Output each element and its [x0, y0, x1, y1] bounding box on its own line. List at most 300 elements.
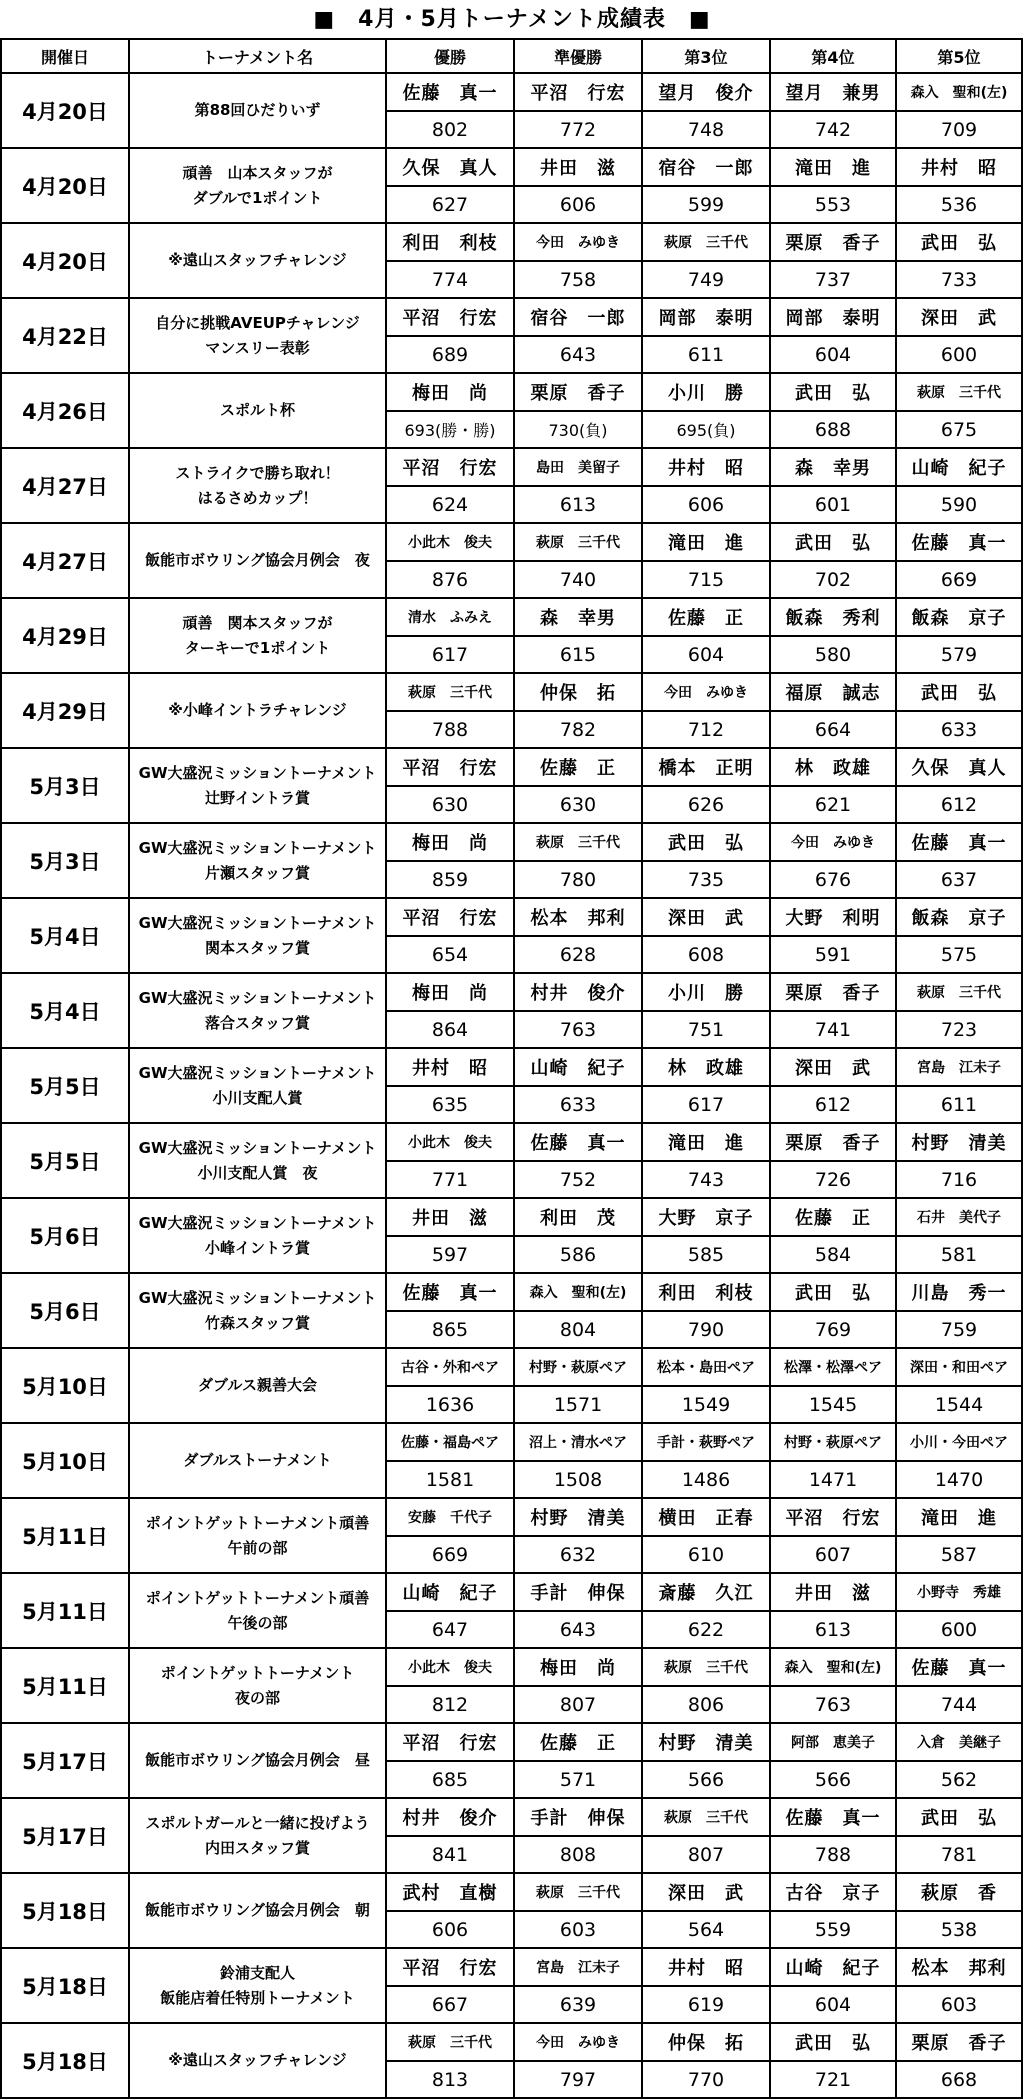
player-1st: 佐藤 真一: [386, 73, 514, 111]
player-4th: 望月 兼男: [770, 73, 896, 111]
player-1st: 萩原 三千代: [386, 2023, 514, 2061]
player-1st: 井田 滋: [386, 1198, 514, 1236]
player-5th: 深田 武: [896, 298, 1022, 336]
tournament-name-line: 飯能市ボウリング協会月例会 朝: [145, 1901, 370, 1919]
tournament-name-line: GW大盛況ミッショントーナメント: [138, 763, 377, 782]
player-1st: 梅田 尚: [386, 373, 514, 411]
player-1st: 安藤 千代子: [386, 1498, 514, 1536]
player-3rd: 横田 正春: [642, 1498, 770, 1536]
player-3rd: 井村 昭: [642, 1948, 770, 1986]
score-5th: 1470: [896, 1461, 1022, 1498]
score-3rd: 610: [642, 1536, 770, 1573]
player-3rd: 深田 武: [642, 1873, 770, 1911]
player-5th: 佐藤 真一: [896, 523, 1022, 561]
player-2nd: 井田 滋: [514, 148, 642, 186]
player-5th: 萩原 三千代: [896, 373, 1022, 411]
player-3rd: 斎藤 久江: [642, 1573, 770, 1611]
score-4th: 566: [770, 1761, 896, 1798]
table-row: [1, 673, 1022, 711]
tournament-name-line: 片瀬スタッフ賞: [204, 863, 310, 882]
score-1st: 865: [386, 1311, 514, 1348]
table-row: [1, 2023, 1022, 2061]
tournament-name-line: 小峰イントラ賞: [204, 1238, 310, 1257]
header-row: [1, 39, 1022, 73]
score-3rd: 606: [642, 486, 770, 523]
score-3rd: 751: [642, 1011, 770, 1048]
score-3rd: 564: [642, 1911, 770, 1948]
table-row: [1, 1123, 1022, 1161]
header-3rd: 第3位: [642, 39, 770, 73]
player-5th: 井村 昭: [896, 148, 1022, 186]
score-4th: 584: [770, 1236, 896, 1273]
tournament-name: [129, 523, 386, 598]
score-3rd: 770: [642, 2061, 770, 2098]
table-row: [1, 1873, 1022, 1911]
score-2nd: 613: [514, 486, 642, 523]
player-2nd: 村野・萩原ペア: [514, 1348, 642, 1386]
score-5th: 781: [896, 1836, 1022, 1873]
player-4th: 福原 誠志: [770, 673, 896, 711]
player-2nd: 今田 みゆき: [514, 223, 642, 261]
score-5th: 716: [896, 1161, 1022, 1198]
table-row: [1, 823, 1022, 861]
score-2nd: 571: [514, 1761, 642, 1798]
player-1st: 井村 昭: [386, 1048, 514, 1086]
score-4th: 763: [770, 1686, 896, 1723]
player-4th: 飯森 秀利: [770, 598, 896, 636]
player-1st: 梅田 尚: [386, 973, 514, 1011]
event-date: 4月20日: [1, 73, 129, 148]
score-2nd: 606: [514, 186, 642, 223]
tournament-name: [129, 73, 386, 148]
player-3rd: 佐藤 正: [642, 598, 770, 636]
score-4th: 621: [770, 786, 896, 823]
score-2nd: 632: [514, 1536, 642, 1573]
player-3rd: 林 政雄: [642, 1048, 770, 1086]
score-5th: 587: [896, 1536, 1022, 1573]
tournament-name: [129, 598, 386, 673]
score-3rd: 608: [642, 936, 770, 973]
player-4th: 村野・萩原ペア: [770, 1423, 896, 1461]
player-4th: 栗原 香子: [770, 223, 896, 261]
score-5th: 611: [896, 1086, 1022, 1123]
player-3rd: 今田 みゆき: [642, 673, 770, 711]
tournament-name-line: 第88回ひだりいず: [194, 101, 321, 119]
score-1st: 635: [386, 1086, 514, 1123]
header-tournament-name: トーナメント名: [129, 39, 386, 73]
player-4th: 阿部 恵美子: [770, 1723, 896, 1761]
player-5th: 飯森 京子: [896, 898, 1022, 936]
player-3rd: 萩原 三千代: [642, 1798, 770, 1836]
table-row: [1, 1348, 1022, 1386]
player-2nd: 手計 伸保: [514, 1798, 642, 1836]
event-date: 5月18日: [1, 2023, 129, 2098]
event-date: 5月4日: [1, 898, 129, 973]
score-4th: 788: [770, 1836, 896, 1873]
player-3rd: 手計・萩野ペア: [642, 1423, 770, 1461]
player-5th: 栗原 香子: [896, 2023, 1022, 2061]
tournament-name-line: 関本スタッフ賞: [204, 938, 310, 957]
event-date: 5月6日: [1, 1273, 129, 1348]
tournament-name-line: GW大盛況ミッショントーナメント: [138, 838, 377, 857]
table-row: [1, 223, 1022, 261]
event-date: 5月3日: [1, 748, 129, 823]
score-4th: 1471: [770, 1461, 896, 1498]
score-1st: 1636: [386, 1386, 514, 1423]
player-1st: 梅田 尚: [386, 823, 514, 861]
score-2nd: 633: [514, 1086, 642, 1123]
table-row: [1, 1273, 1022, 1311]
player-4th: 栗原 香子: [770, 973, 896, 1011]
tournament-name-line: ダブルス親善大会: [198, 1376, 317, 1394]
player-4th: 松澤・松澤ペア: [770, 1348, 896, 1386]
score-5th: 600: [896, 1611, 1022, 1648]
score-4th: 604: [770, 1986, 896, 2023]
tournament-name-line: ※遠山スタッフチャレンジ: [168, 2051, 347, 2069]
score-3rd: 585: [642, 1236, 770, 1273]
tournament-name: [129, 148, 386, 223]
tournament-name: [129, 1198, 386, 1273]
score-2nd: 643: [514, 1611, 642, 1648]
event-date: 5月10日: [1, 1348, 129, 1423]
event-date: 4月22日: [1, 298, 129, 373]
event-date: 5月5日: [1, 1048, 129, 1123]
score-1st: 771: [386, 1161, 514, 1198]
player-3rd: 橋本 正明: [642, 748, 770, 786]
score-1st: 624: [386, 486, 514, 523]
player-2nd: 手計 伸保: [514, 1573, 642, 1611]
tournament-name-line: 飯能市ボウリング協会月例会 昼: [145, 1751, 370, 1769]
player-1st: 清水 ふみえ: [386, 598, 514, 636]
tournament-name: [129, 898, 386, 973]
score-5th: 603: [896, 1986, 1022, 2023]
player-2nd: 萩原 三千代: [514, 1873, 642, 1911]
score-3rd: 619: [642, 1986, 770, 2023]
score-5th: 579: [896, 636, 1022, 673]
score-4th: 601: [770, 486, 896, 523]
player-2nd: 平沼 行宏: [514, 73, 642, 111]
score-4th: 726: [770, 1161, 896, 1198]
player-4th: 武田 弘: [770, 523, 896, 561]
tournament-name-line: 夜の部: [234, 1688, 280, 1707]
event-date: 4月29日: [1, 598, 129, 673]
score-5th: 612: [896, 786, 1022, 823]
event-date: 5月18日: [1, 1873, 129, 1948]
player-5th: 宮島 江未子: [896, 1048, 1022, 1086]
player-4th: 岡部 泰明: [770, 298, 896, 336]
score-3rd: 611: [642, 336, 770, 373]
player-2nd: 萩原 三千代: [514, 823, 642, 861]
score-1st: 876: [386, 561, 514, 598]
score-2nd: 603: [514, 1911, 642, 1948]
player-4th: 山崎 紀子: [770, 1948, 896, 1986]
score-3rd: 622: [642, 1611, 770, 1648]
score-1st: 669: [386, 1536, 514, 1573]
player-5th: 川島 秀一: [896, 1273, 1022, 1311]
player-2nd: 森入 聖和(左): [514, 1273, 642, 1311]
player-1st: 平沼 行宏: [386, 748, 514, 786]
score-5th: 536: [896, 186, 1022, 223]
player-4th: 武田 弘: [770, 373, 896, 411]
score-1st: 693(勝・勝): [386, 411, 514, 448]
event-date: 5月18日: [1, 1948, 129, 2023]
tournament-name-line: 内田スタッフ賞: [204, 1838, 310, 1857]
player-3rd: 小川 勝: [642, 373, 770, 411]
table-row: [1, 298, 1022, 336]
score-1st: 606: [386, 1911, 514, 1948]
score-4th: 607: [770, 1536, 896, 1573]
score-4th: 702: [770, 561, 896, 598]
score-5th: 744: [896, 1686, 1022, 1723]
player-3rd: 利田 利枝: [642, 1273, 770, 1311]
tournament-name-line: 飯能市ボウリング協会月例会 夜: [145, 551, 370, 569]
score-3rd: 715: [642, 561, 770, 598]
player-3rd: 大野 京子: [642, 1198, 770, 1236]
event-date: 4月27日: [1, 448, 129, 523]
player-3rd: 松本・島田ペア: [642, 1348, 770, 1386]
score-5th: 637: [896, 861, 1022, 898]
score-5th: 709: [896, 111, 1022, 148]
score-5th: 590: [896, 486, 1022, 523]
player-2nd: 森 幸男: [514, 598, 642, 636]
score-2nd: 797: [514, 2061, 642, 2098]
event-date: 5月11日: [1, 1573, 129, 1648]
score-2nd: 782: [514, 711, 642, 748]
tournament-name: [129, 1948, 386, 2023]
tournament-name: [129, 823, 386, 898]
score-4th: 737: [770, 261, 896, 298]
tournament-name-line: GW大盛況ミッショントーナメント: [138, 1063, 377, 1082]
score-2nd: 1508: [514, 1461, 642, 1498]
event-date: 5月5日: [1, 1123, 129, 1198]
player-1st: 久保 真人: [386, 148, 514, 186]
player-4th: 佐藤 真一: [770, 1798, 896, 1836]
score-1st: 654: [386, 936, 514, 973]
event-date: 4月26日: [1, 373, 129, 448]
tournament-name-line: ポイントゲットトーナメント: [160, 1663, 355, 1682]
table-row: [1, 973, 1022, 1011]
score-4th: 1545: [770, 1386, 896, 1423]
score-4th: 688: [770, 411, 896, 448]
score-2nd: 1571: [514, 1386, 642, 1423]
event-date: 5月11日: [1, 1498, 129, 1573]
player-5th: 萩原 三千代: [896, 973, 1022, 1011]
player-2nd: 沼上・清水ペア: [514, 1423, 642, 1461]
event-date: 4月29日: [1, 673, 129, 748]
score-5th: 723: [896, 1011, 1022, 1048]
tournament-name-line: はるさめカップ！: [197, 488, 318, 507]
score-4th: 613: [770, 1611, 896, 1648]
player-1st: 平沼 行宏: [386, 448, 514, 486]
tournament-name-line: 自分に挑戦AVEUPチャレンジ: [155, 313, 360, 332]
player-5th: 佐藤 真一: [896, 823, 1022, 861]
tournament-name-line: ターキーで1ポイント: [184, 638, 331, 657]
tournament-name-line: 辻野イントラ賞: [204, 788, 310, 807]
tournament-name-line: GW大盛況ミッショントーナメント: [138, 913, 377, 932]
player-4th: 大野 利明: [770, 898, 896, 936]
score-2nd: 804: [514, 1311, 642, 1348]
tournament-name: [129, 1048, 386, 1123]
tournament-name: [129, 1348, 386, 1423]
event-date: 4月20日: [1, 148, 129, 223]
header-2nd: 準優勝: [514, 39, 642, 73]
player-4th: 武田 弘: [770, 1273, 896, 1311]
player-3rd: 萩原 三千代: [642, 1648, 770, 1686]
tournament-name-line: 午前の部: [227, 1538, 288, 1557]
player-1st: 平沼 行宏: [386, 298, 514, 336]
player-2nd: 仲保 拓: [514, 673, 642, 711]
tournament-name-line: 竹森スタッフ賞: [204, 1313, 310, 1332]
player-1st: 平沼 行宏: [386, 1948, 514, 1986]
score-4th: 741: [770, 1011, 896, 1048]
score-4th: 604: [770, 336, 896, 373]
player-4th: 佐藤 正: [770, 1198, 896, 1236]
player-3rd: 仲保 拓: [642, 2023, 770, 2061]
score-3rd: 695(負): [642, 411, 770, 448]
score-5th: 581: [896, 1236, 1022, 1273]
page-title: ■ 4月・5月トーナメント成績表 ■: [313, 7, 711, 32]
table-row: [1, 748, 1022, 786]
player-5th: 佐藤 真一: [896, 1648, 1022, 1686]
score-2nd: 639: [514, 1986, 642, 2023]
player-3rd: 岡部 泰明: [642, 298, 770, 336]
score-4th: 612: [770, 1086, 896, 1123]
score-4th: 721: [770, 2061, 896, 2098]
player-5th: 村野 清美: [896, 1123, 1022, 1161]
score-3rd: 626: [642, 786, 770, 823]
score-5th: 562: [896, 1761, 1022, 1798]
player-3rd: 滝田 進: [642, 1123, 770, 1161]
player-2nd: 梅田 尚: [514, 1648, 642, 1686]
player-5th: 深田・和田ペア: [896, 1348, 1022, 1386]
tournament-name-line: ダブルストーナメント: [183, 1451, 332, 1469]
player-1st: 萩原 三千代: [386, 673, 514, 711]
player-3rd: 井村 昭: [642, 448, 770, 486]
score-2nd: 763: [514, 1011, 642, 1048]
player-4th: 林 政雄: [770, 748, 896, 786]
player-4th: 森入 聖和(左): [770, 1648, 896, 1686]
event-date: 5月17日: [1, 1798, 129, 1873]
table-row: [1, 1573, 1022, 1611]
player-3rd: 武田 弘: [642, 823, 770, 861]
table-row: [1, 1948, 1022, 1986]
event-date: 5月10日: [1, 1423, 129, 1498]
player-5th: 萩原 香: [896, 1873, 1022, 1911]
player-2nd: 今田 みゆき: [514, 2023, 642, 2061]
player-4th: 深田 武: [770, 1048, 896, 1086]
player-1st: 古谷・外和ペア: [386, 1348, 514, 1386]
score-3rd: 599: [642, 186, 770, 223]
score-5th: 633: [896, 711, 1022, 748]
player-4th: 井田 滋: [770, 1573, 896, 1611]
score-4th: 664: [770, 711, 896, 748]
player-5th: 小川・今田ペア: [896, 1423, 1022, 1461]
tournament-name: [129, 1273, 386, 1348]
player-3rd: 村野 清美: [642, 1723, 770, 1761]
tournament-name-line: スポルトガールと一緒に投げよう: [145, 1813, 370, 1832]
event-date: 5月3日: [1, 823, 129, 898]
score-3rd: 712: [642, 711, 770, 748]
tournament-name-line: 飯能店着任特別トーナメント: [160, 1988, 355, 2007]
event-date: 4月20日: [1, 223, 129, 298]
tournament-name-line: GW大盛況ミッショントーナメント: [138, 988, 377, 1007]
header-date: 開催日: [1, 39, 129, 73]
tournament-name: [129, 1498, 386, 1573]
player-1st: 小此木 俊夫: [386, 1648, 514, 1686]
score-5th: 575: [896, 936, 1022, 973]
score-4th: 769: [770, 1311, 896, 1348]
player-4th: 武田 弘: [770, 2023, 896, 2061]
player-1st: 佐藤 真一: [386, 1273, 514, 1311]
table-row: [1, 1198, 1022, 1236]
table-row: [1, 1798, 1022, 1836]
score-1st: 841: [386, 1836, 514, 1873]
score-3rd: 1486: [642, 1461, 770, 1498]
player-2nd: 山崎 紀子: [514, 1048, 642, 1086]
player-5th: 久保 真人: [896, 748, 1022, 786]
player-5th: 武田 弘: [896, 1798, 1022, 1836]
player-1st: 平沼 行宏: [386, 898, 514, 936]
player-5th: 武田 弘: [896, 223, 1022, 261]
tournament-name-line: ※小峰イントラチャレンジ: [168, 701, 347, 719]
score-4th: 553: [770, 186, 896, 223]
tournament-name-line: 小川支配人賞 夜: [197, 1163, 318, 1182]
player-2nd: 宿谷 一郎: [514, 298, 642, 336]
player-2nd: 萩原 三千代: [514, 523, 642, 561]
player-5th: 入倉 美継子: [896, 1723, 1022, 1761]
score-3rd: 743: [642, 1161, 770, 1198]
score-2nd: 630: [514, 786, 642, 823]
tournament-name: [129, 373, 386, 448]
score-3rd: 806: [642, 1686, 770, 1723]
player-3rd: 萩原 三千代: [642, 223, 770, 261]
table-row: [1, 73, 1022, 111]
player-2nd: 村井 俊介: [514, 973, 642, 1011]
event-date: 5月11日: [1, 1648, 129, 1723]
tournament-name-line: ポイントゲットトーナメント頑善: [145, 1513, 370, 1532]
score-3rd: 617: [642, 1086, 770, 1123]
event-date: 5月4日: [1, 973, 129, 1048]
score-5th: 538: [896, 1911, 1022, 1948]
player-2nd: 佐藤 正: [514, 748, 642, 786]
score-5th: 668: [896, 2061, 1022, 2098]
header-5th: 第5位: [896, 39, 1022, 73]
score-1st: 774: [386, 261, 514, 298]
player-5th: 松本 邦利: [896, 1948, 1022, 1986]
score-1st: 859: [386, 861, 514, 898]
score-5th: 759: [896, 1311, 1022, 1348]
tournament-name-line: マンスリー表彰: [205, 338, 310, 357]
score-3rd: 735: [642, 861, 770, 898]
tournament-name: [129, 1723, 386, 1798]
tournament-name: [129, 1873, 386, 1948]
score-4th: 580: [770, 636, 896, 673]
player-1st: 平沼 行宏: [386, 1723, 514, 1761]
table-row: [1, 523, 1022, 561]
player-1st: 村井 俊介: [386, 1798, 514, 1836]
player-3rd: 滝田 進: [642, 523, 770, 561]
player-2nd: 佐藤 正: [514, 1723, 642, 1761]
tournament-name: [129, 1123, 386, 1198]
player-3rd: 深田 武: [642, 898, 770, 936]
table-row: [1, 1048, 1022, 1086]
score-2nd: 752: [514, 1161, 642, 1198]
player-4th: 栗原 香子: [770, 1123, 896, 1161]
tournament-name: [129, 1573, 386, 1648]
score-1st: 597: [386, 1236, 514, 1273]
table-row: [1, 898, 1022, 936]
player-1st: 小此木 俊夫: [386, 1123, 514, 1161]
